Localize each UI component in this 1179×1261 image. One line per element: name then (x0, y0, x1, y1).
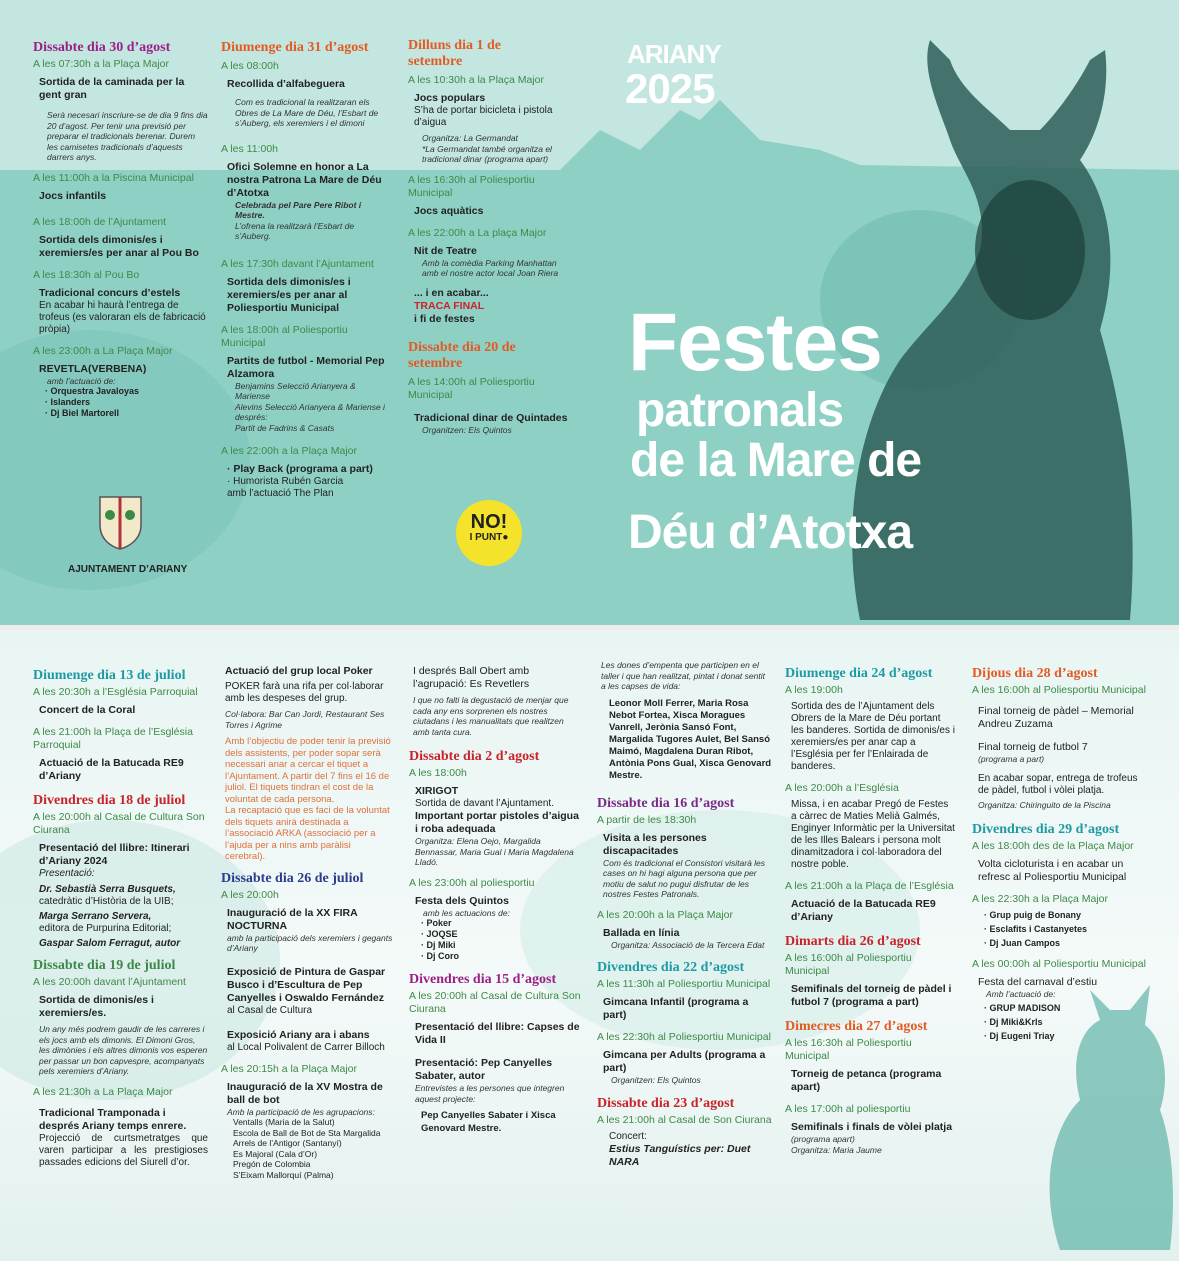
day-heading: Dissabte dia 19 de juliol (33, 958, 176, 973)
event-title: Ballada en línia (603, 926, 680, 939)
presenter-role: editora de Purpurina Editorial; (39, 923, 172, 934)
column-saturday-30-august (33, 40, 208, 419)
performer: · Poker (421, 918, 452, 928)
event-title: Sortida dels dimonis/es i xeremiers/es per anar al Pou Bo (39, 233, 199, 259)
day-heading: Dimarts dia 26 d’agost (785, 934, 921, 949)
event-time: A les 18:30h al Pou Bo (33, 268, 140, 281)
event-note: Organitza: La Germandat (422, 133, 518, 143)
event-title: Jocs infantils (39, 189, 107, 202)
no-i-punt-logo (456, 500, 522, 566)
event-title: Visita a les persones discapacitades (603, 831, 707, 857)
event-description: POKER farà una rifa per col·laborar amb les despeses del grup. (225, 681, 384, 704)
event-description: Projecció de curtsmetratges que varen participar a les prestigioses passades edicions del Siurell d’or. (39, 1132, 208, 1168)
event-title: Inauguració de la XX FIRA NOCTURNA (227, 906, 358, 932)
presenter-role: catedràtic d’Història de la UIB; (39, 896, 174, 907)
event-title: Sortida de dimonis/es i xeremiers/es. (39, 994, 154, 1019)
event-title: Festa del carnaval d’estiu (978, 976, 1098, 988)
event-note: (programa a part) (978, 754, 1045, 764)
performer: · Orquestra Javaloyas (45, 386, 140, 396)
event-title: Important portar pistoles d’aigua i roba adequada (415, 810, 579, 835)
event-note: Partit de Fadrins & Casats (235, 422, 335, 433)
municipality-name: AJUNTAMENT D’ARIANY (68, 564, 188, 575)
event-note: Com és tradicional el Consistori visitarà les cases on hi hagi alguna persona que per motiu de salut no pugui disfrutar de les nostres Festes Patronals. (603, 857, 766, 899)
event-title: Ofici Solemne en honor a La nostra Patrona La Mare de Déu d’Atotxa (227, 160, 382, 199)
event-title: XIRIGOT (415, 785, 459, 797)
event-time: A les 07:30h a la Plaça Major (33, 58, 169, 70)
performer: · Dj Biel Martorell (45, 408, 120, 418)
event-note: Benjamins Selecció Arianyera & Mariense (235, 380, 356, 401)
event-title: Final torneig de futbol 7 (978, 741, 1088, 753)
event-title: Actuació de la Batucada RE9 d’Ariany (791, 898, 936, 923)
performer: · Dj Miki&Krls (984, 1016, 1043, 1027)
day-heading: Diumenge dia 24 d’agost (785, 666, 933, 681)
logo-text: NO! (470, 511, 508, 533)
event-time: A les 11:00h a la Piscina Municipal (33, 171, 194, 184)
event-title: REVETLA(VERBENA) (39, 362, 147, 375)
event-time: A les 21:00h al Casal de Son Ciurana (597, 1113, 772, 1126)
event-note: Alevins Selecció Arianyera & Mariense i després: (235, 401, 385, 422)
traca-final: TRACA FINAL (414, 299, 485, 312)
event-title: · Play Back (programa a part) (227, 463, 373, 475)
event-time: A les 20:00h (221, 888, 279, 901)
event-time: A les 16:00h al Poliesportiu Municipal (785, 952, 912, 977)
event-time: A les 00:00h al Poliesportiu Municipal (972, 958, 1146, 970)
event-description: · Humorista Rubén Garcia (227, 476, 344, 487)
event-title: Jocs populars (414, 92, 486, 104)
event-title: Presentació del llibre: Itinerari d’Ariany 2024 (39, 842, 190, 867)
event-note: Amb la participació de les agrupacions: (227, 1106, 375, 1117)
event-title: Gimcana Infantil (programa a part) (603, 996, 749, 1021)
event-note: amb la participació dels xeremiers i gegants d’Ariany (227, 932, 393, 953)
presenter: Gaspar Salom Ferragut, autor (39, 938, 181, 949)
performer: · Grup puig de Bonany (984, 910, 1081, 920)
event-title: Estius Tanguístics per: Duet NARA (609, 1142, 751, 1168)
event-title: Volta cicloturista i en acabar un refresc al Poliesportiu Municipal (978, 858, 1127, 883)
event-time: A les 10:30h a la Plaça Major (408, 74, 544, 86)
event-time: A les 22:00h a la Plaça Major (221, 445, 357, 457)
event-time: A les 23:00h al poliesportiu (409, 876, 535, 889)
event-time: A les 17:30h davant l’Ajuntament (221, 257, 374, 270)
event-note: Organitzen: Els Quintos (611, 1075, 701, 1085)
event-description: al Casal de Cultura (227, 1004, 313, 1016)
event-time: A les 20:00h a l’Església (785, 782, 899, 794)
event-time: A les 20:15h a la Plaça Major (221, 1062, 357, 1075)
group: Es Majoral (Cala d’Or) (233, 1148, 318, 1159)
event-title: Sortida dels dimonis/es i xeremiers/es per anar al Poliesportiu Municipal (227, 275, 351, 314)
event-description: al Local Polivalent de Carrer Billoch (227, 1041, 385, 1053)
event-time: A les 20:00h al Casal de Cultura Son Ciurana (33, 811, 205, 836)
event-title: Exposició de Pintura de Gaspar Busco i d’Escultura de Pep Canyelles i Oswaldo Fernández (227, 965, 386, 1004)
event-description: Presentació: (39, 868, 95, 879)
event-title: Tradicional dinar de Quintades (414, 411, 568, 424)
event-time: A les 18:00h des de la Plaça Major (972, 840, 1134, 852)
closing-text: i fi de festes (414, 312, 475, 325)
day-heading: Divendres dia 15 d’agost (409, 972, 557, 987)
day-heading: Divendres dia 29 d’agost (972, 822, 1120, 837)
event-title: Sortida de la caminada per la gent gran (39, 76, 185, 101)
event-note: Com es tradicional la realitzaran els Obres de La Mare de Déu, l’Esbart de s’Auberg, els xeremiers i el dimoni (235, 97, 379, 128)
column-july-events (33, 668, 208, 1169)
logo-text: I PUNT● (469, 532, 509, 543)
event-note: Col·labora: Bar Can Jordi, Restaurant Ses Torres i Agrime (225, 709, 385, 730)
event-time: A les 20:30h a l’Església Parroquial (33, 686, 198, 698)
event-title: Nit de Teatre (414, 244, 477, 257)
event-title: Festa dels Quintos (415, 894, 509, 907)
performer: · Dj Miki (421, 940, 456, 950)
performer: · Esclafits i Castanyetes (984, 924, 1088, 934)
programme-cover-panel (0, 0, 1179, 625)
performer: · GRUP MADISON (984, 1002, 1061, 1013)
event-time: A les 08:00h (221, 60, 279, 72)
festival-title: patronals (636, 384, 844, 437)
day-heading: Dissabte dia 30 d’agost (33, 40, 171, 55)
event-title: Recollida d’alfabeguera (227, 78, 345, 90)
event-time: A les 18:00h al Poliesportiu Municipal (221, 323, 348, 349)
event-time: A les 20:00h davant l’Ajuntament (33, 976, 186, 988)
event-time: A les 20:00h al Casal de Cultura Son Ciurana (409, 990, 581, 1015)
ticket-info: La recaptació que es faci de la voluntat dels tiquets anirà destinada a l’associació ARKA (associació per a l’ajuda per a nins amb paràlisi cerebral). (225, 805, 390, 862)
column-late-august-events (785, 666, 955, 1155)
event-title: Inauguració de la XV Mostra de ball de bot (227, 1080, 383, 1106)
event-note: Organitza: Maria Jaume (791, 1144, 882, 1155)
event-note: Amb la comèdia Parking Manhattan amb el nostre actor local Joan Riera (422, 257, 559, 278)
column-sunday-31-august (221, 40, 391, 500)
event-time: A partir de les 18:30h (597, 813, 697, 826)
group: Escola de Ball de Bot de Sta Margalida (233, 1127, 381, 1138)
event-note: Un any més podrem gaudir de les carreres i els jocs amb els dimonis. El Dimoni Gros, les dimònies i els altres dimonis vos esperen per passar un bon capvespre, acompanyats pels xeremiers d’Ariany. (39, 1024, 208, 1076)
event-note: Celebrada pel Pare Pere Ribot i Mestre. (235, 199, 362, 220)
event-title: Actuació del grup local Poker (225, 665, 373, 677)
event-time: A les 22:00h a La plaça Major (408, 226, 547, 239)
column-mid-august-events (597, 660, 772, 1169)
event-title: Final torneig de pàdel – Memorial Andreu Zuzama (978, 705, 1134, 730)
day-heading: Dimecres dia 27 d’agost (785, 1019, 928, 1034)
festival-title: Déu d’Atotxa (628, 506, 913, 559)
event-time: A les 22:30h al Poliesportiu Municipal (597, 1031, 771, 1043)
municipal-coat-of-arms (98, 495, 143, 550)
event-note: Organitza: Chiringuito de la Piscina (978, 799, 1111, 810)
day-heading: Diumenge dia 31 d’agost (221, 40, 369, 55)
event-time: A les 11:00h (221, 142, 279, 155)
event-description: En acabar hi haurà l’entrega de trofeus (es valoraran els de fabricació pròpia) (39, 299, 206, 335)
column-end-august-events (972, 666, 1147, 1042)
day-heading: Dissabte dia 20 de setembre (408, 339, 516, 371)
group: Ventalls (Maria de la Salut) (233, 1117, 335, 1127)
column-late-july-events (221, 660, 393, 1180)
day-heading: Dissabte dia 16 d’agost (597, 795, 735, 811)
event-description: Sortida de davant l’Ajuntament. (415, 798, 554, 809)
performer: · Dj Coro (421, 951, 459, 961)
event-time: A les 16:30h al Poliesportiu Municipal (408, 173, 535, 199)
event-time: A les 16:00h al Poliesportiu Municipal (972, 684, 1146, 696)
event-description: Missa, i en acabar Pregó de Festes a càrrec de Maties Melià Galmés, Enginyer Informàtic per la Universitat de les Illes Balears i persona molt dinamitzadora i col·laboradora del nostre poble. (791, 799, 955, 870)
event-time: A les 23:00h a La Plaça Major (33, 344, 173, 357)
event-note: amb les actuacions de: (423, 907, 510, 918)
event-title: Exposició Ariany ara i abans (227, 1028, 370, 1041)
event-time: A les 11:30h al Poliesportiu Municipal (597, 978, 771, 990)
event-note: (programa apart) (791, 1134, 855, 1144)
event-description: amb l’actuació The Plan (227, 488, 334, 499)
event-title: Concert de la Coral (39, 704, 136, 716)
event-note: L’ofrena la realitzarà l’Esbart de s’Auberg. (235, 220, 355, 241)
day-heading: Dissabte dia 26 de juliol (221, 870, 364, 886)
festival-title: Festes (628, 297, 882, 388)
event-description: Concert: (609, 1130, 647, 1142)
day-heading: Dissabte dia 2 d’agost (409, 749, 540, 764)
event-title: Tradicional concurs d’estels (39, 286, 181, 299)
event-title: Presentació: Pep Canyelles Sabater, autor (415, 1057, 553, 1082)
event-note: I que no falti la degustació de menjar que cada any ens sorprenen els nostres ciutadans i les manualitats que realitzen amb tanta cura. (413, 695, 569, 737)
participants: Leonor Moll Ferrer, Maria Rosa Nebot Fortea, Xisca Moragues Vanrell, Jerònia Sansó Font, Margalida Tugores Aulet, Bel Sansó Maimó, Magdalena Duran Ribot, Antònia Pons Gual, Xisca Genovard Mestre. (609, 697, 772, 781)
group: Arrels de l’Antigor (Santanyí) (233, 1138, 342, 1148)
day-heading: Dijous dia 28 d’agost (972, 666, 1098, 681)
event-note: Organitza: Elena Oejo, Margalida Bennassar, Maria Gual i Maria Magdalena Lladó. (415, 836, 574, 867)
event-note: Les dones d’empenta que participen en el taller i que han realitzat, pintat i donat sentit a les capses de vida: (601, 660, 765, 691)
column-early-august-events (409, 660, 581, 1135)
event-title: Actuació de la Batucada RE9 d’Ariany (39, 757, 184, 782)
presenter: Dr. Sebastià Serra Busquets, (39, 884, 176, 895)
event-title: Pep Canyelles Sabater i Xisca Genovard Mestre. (421, 1110, 556, 1134)
programme-inside-panel (0, 630, 1179, 1261)
event-note: Entrevistes a les persones que integren aquest projecte: (415, 1083, 565, 1104)
event-time: A les 17:00h al poliesportiu (785, 1103, 911, 1115)
event-note: Organitza: Associació de la Tercera Edat (611, 939, 765, 950)
ticket-info: Amb l’objectiu de poder tenir la previsió dels assistents, per poder sopar serà necessari anar a cercar el tiquet a l’Ajuntament. A partir del 7 fins el 16 de juliol. El tiquets tindran el cost de la voluntat de cada persona. (225, 736, 391, 805)
event-time: A les 21:00h la Plaça de l’Església Parroquial (33, 726, 193, 751)
event-time: A les 18:00h (409, 767, 467, 779)
event-description: S’ha de portar bicicleta i pistola d’aigua (414, 105, 553, 128)
day-heading: Dissabte dia 23 d’agost (597, 1095, 735, 1111)
festival-year: 2025 (625, 65, 715, 112)
column-monday-1-september (408, 38, 568, 435)
event-note: Organitzen: Els Quintos (422, 424, 512, 435)
town-name: ARIANY (627, 39, 721, 69)
closing-text: ... i en acabar... (414, 286, 489, 299)
group: S’Eixam Mallorquí (Palma) (233, 1169, 334, 1180)
day-heading: Diumenge dia 13 de juliol (33, 668, 186, 683)
event-note: *La Germandat també organitza el tradicional dinar (programa apart) (422, 143, 552, 164)
performer: · Dj Juan Campos (984, 938, 1061, 948)
event-time: A les 21:30h a La Plaça Major (33, 1085, 173, 1098)
performer: · Dj Eugeni Triay (984, 1030, 1055, 1041)
event-title: Partits de futbol - Memorial Pep Alzamora (227, 354, 385, 380)
event-note: Amb l’actuació de: (986, 989, 1056, 999)
day-heading: Divendres dia 22 d’agost (597, 960, 745, 975)
day-heading: Dilluns dia 1 de setembre (408, 38, 501, 69)
event-time: A les 22:30h a la Plaça Major (972, 893, 1108, 905)
performer: · Islanders (45, 397, 91, 407)
event-title: Jocs aquàtics (414, 204, 484, 217)
day-heading: Divendres dia 18 de juliol (33, 793, 186, 808)
group: Pregón de Colombia (233, 1159, 311, 1169)
event-time: A les 21:00h a la Plaça de l’Església (785, 880, 954, 892)
event-title: Presentació del llibre: Capses de Vida II (415, 1021, 580, 1046)
performer: · JOQSE (421, 929, 458, 939)
event-note: amb l’actuació de: (47, 375, 116, 386)
event-time: A les 16:30h al Poliesportiu Municipal (785, 1037, 912, 1062)
festival-title: de la Mare de (630, 434, 922, 487)
presenter: Marga Serrano Servera, (39, 911, 152, 922)
event-note: Serà necesari inscriure-se de dia 9 fins dia 20 d’agost. Per tenir una previsió per preparar el tradicionals berenar. Durem les camisetes tradicionals d’aquests darrers anys. (47, 110, 208, 162)
event-time: A les 14:00h al Poliesportiu Municipal (408, 375, 535, 401)
event-title: Gimcana per Adults (programa a part) (603, 1049, 766, 1074)
event-title: I després Ball Obert amb l’agrupació: Es Revetlers (413, 665, 530, 690)
event-description: En acabar sopar, entrega de trofeus de pàdel, futbol i vòlei platja. (978, 772, 1138, 796)
event-title: Semifinals del torneig de pàdel i futbol 7 (programa a part) (791, 983, 952, 1008)
event-title: Semifinals i finals de vòlei platja (791, 1121, 953, 1133)
event-time: A les 19:00h (785, 684, 843, 696)
event-title: Torneig de petanca (programa apart) (791, 1068, 942, 1093)
event-description: Sortida des de l’Ajuntament dels Obrers de la Mare de Déu portant les banderes. Sortida de dimonis/es i xeremiers/es per anar cap a l’Església per fer l’Enlairada de banderes. (791, 701, 955, 772)
event-title: Tradicional Tramponada i després Ariany temps enrere. (39, 1106, 187, 1132)
event-time: A les 20:00h a la Plaça Major (597, 908, 733, 921)
event-time: A les 18:00h de l’Ajuntament (33, 215, 167, 228)
